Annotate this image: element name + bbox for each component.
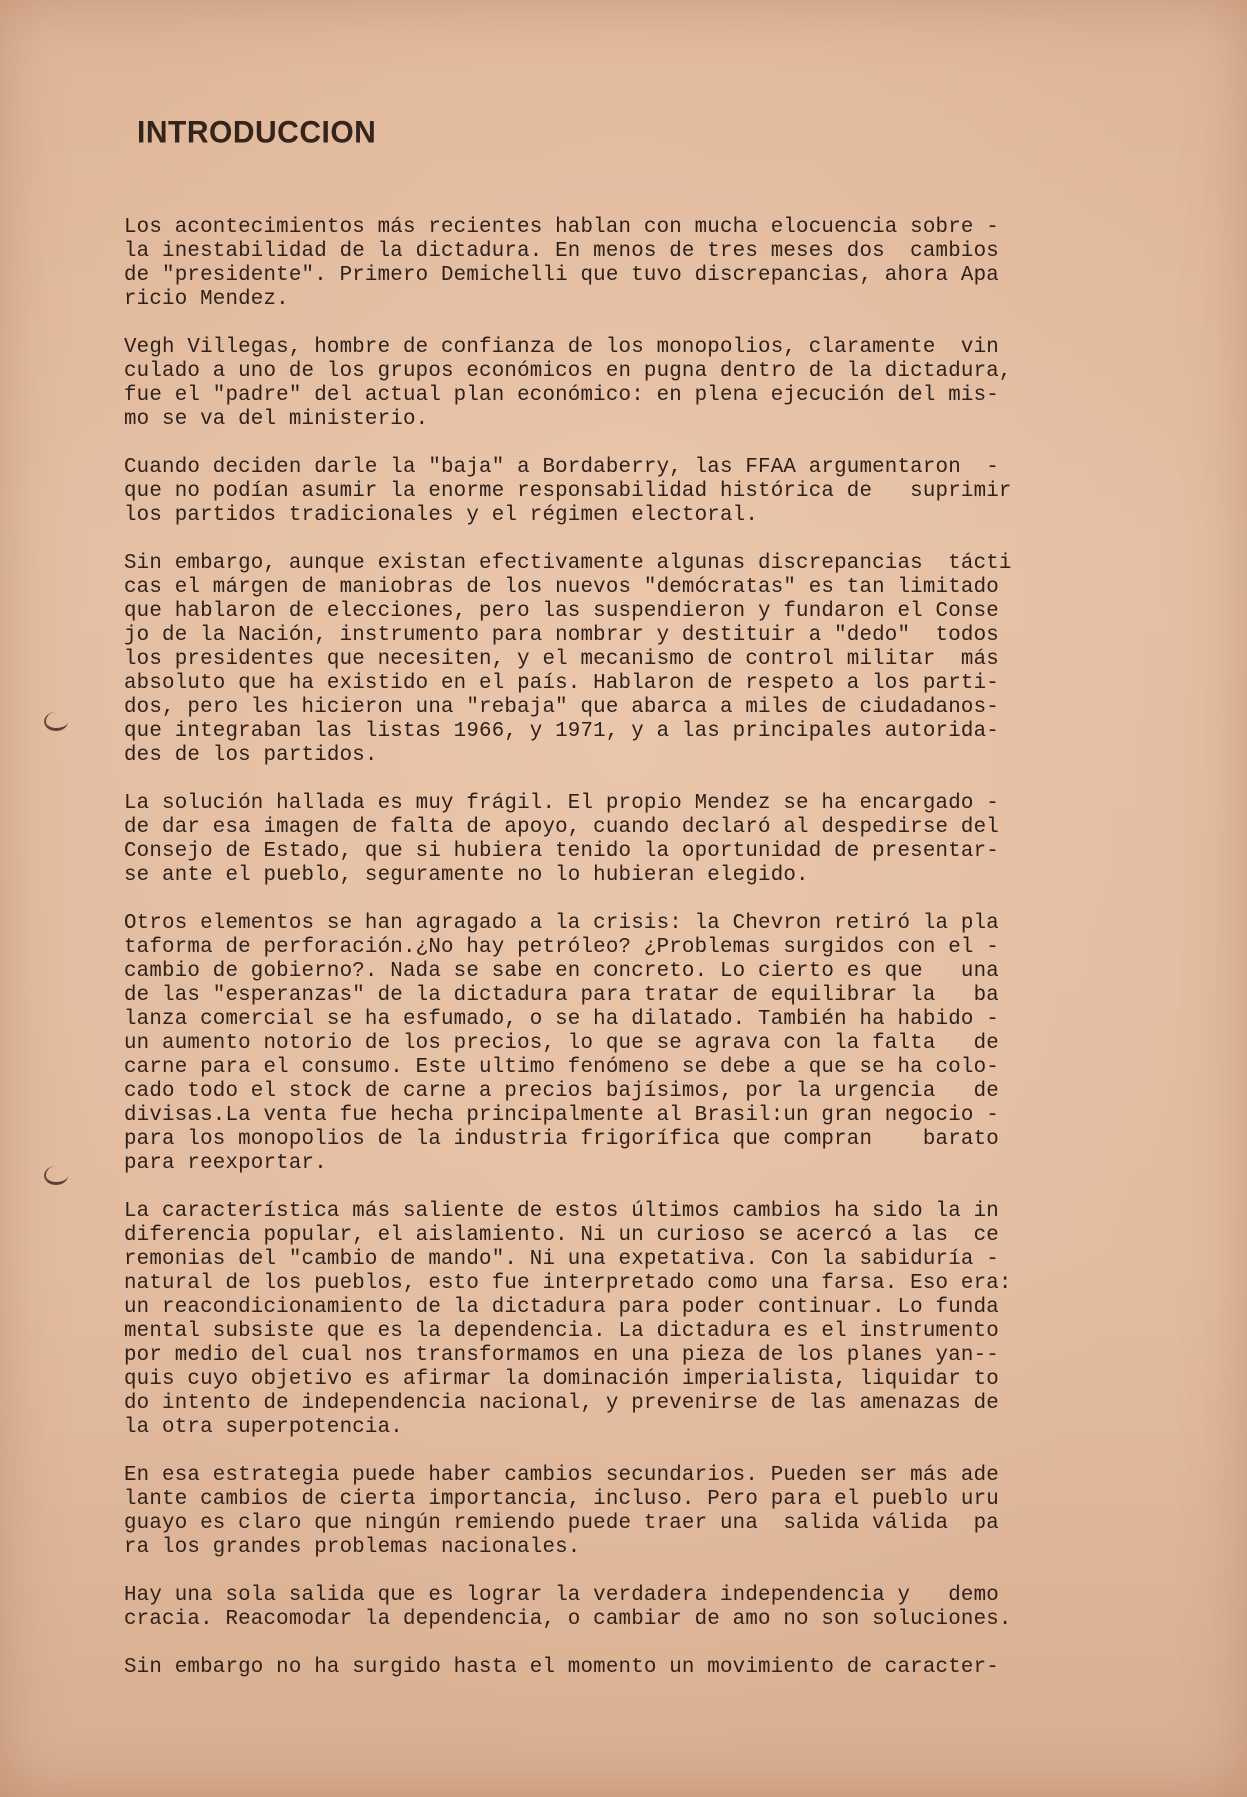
text-line: taforma de perforación.¿No hay petróleo? ¿Problemas surgidos con el - xyxy=(124,936,999,959)
text-line: cas el márgen de maniobras de los nuevos "demócratas" es tan limitado xyxy=(124,576,999,599)
text-line: cracia. Reacomodar la dependencia, o cambiar de amo no son soluciones. xyxy=(124,1608,1012,1631)
text-line: la inestabilidad de la dictadura. En menos de tres meses dos cambios xyxy=(124,240,999,263)
text-line: mo se va del ministerio. xyxy=(124,408,429,431)
text-line: para los monopolios de la industria frigorífica que compran barato xyxy=(124,1128,999,1151)
text-line: carne para el consumo. Este ultimo fenómeno se debe a que se ha colo- xyxy=(124,1056,999,1079)
text-line: culado a uno de los grupos económicos en pugna dentro de la dictadura, xyxy=(124,360,1012,383)
text-line: de "presidente". Primero Demichelli que tuvo discrepancias, ahora Apa xyxy=(124,264,999,287)
text-line: quis cuyo objetivo es afirmar la dominación imperialista, liquidar to xyxy=(124,1368,999,1391)
text-line: lante cambios de cierta importancia, incluso. Pero para el pueblo uru xyxy=(124,1488,999,1511)
text-line: lanza comercial se ha esfumado, o se ha dilatado. También ha habido - xyxy=(124,1008,999,1031)
text-line: la otra superpotencia. xyxy=(124,1416,403,1439)
text-line: Otros elementos se han agragado a la crisis: la Chevron retiró la pla xyxy=(124,912,999,935)
paragraph xyxy=(124,792,1214,888)
text-line: un aumento notorio de los precios, lo que se agrava con la falta de xyxy=(124,1032,999,1055)
paragraph xyxy=(124,1656,1214,1680)
text-line: dos, pero les hicieron una "rebaja" que abarca a miles de ciudadanos- xyxy=(124,696,999,719)
paragraph xyxy=(124,912,1214,1176)
paragraph xyxy=(124,1584,1214,1632)
text-line: cado todo el stock de carne a precios bajísimos, por la urgencia de xyxy=(124,1080,999,1103)
text-line: Consejo de Estado, que si hubiera tenido la oportunidad de presentar- xyxy=(124,840,999,863)
text-line: divisas.La venta fue hecha principalmente al Brasil:un gran negocio - xyxy=(124,1104,999,1127)
text-line: se ante el pueblo, seguramente no lo hubieran elegido. xyxy=(124,864,809,887)
text-line: Cuando deciden darle la "baja" a Bordaberry, las FFAA argumentaron - xyxy=(124,456,999,479)
text-line: La característica más saliente de estos últimos cambios ha sido la in xyxy=(124,1200,999,1223)
text-line: absoluto que ha existido en el país. Hablaron de respeto a los parti- xyxy=(124,672,999,695)
text-line: Vegh Villegas, hombre de confianza de los monopolios, claramente vin xyxy=(124,336,999,359)
text-line: que integraban las listas 1966, y 1971, y a las principales autorida- xyxy=(124,720,999,743)
binder-punch-hole-icon xyxy=(44,1166,68,1185)
text-line: que hablaron de elecciones, pero las suspendieron y fundaron el Conse xyxy=(124,600,999,623)
text-line: Hay una sola salida que es lograr la verdadera independencia y demo xyxy=(124,1584,999,1607)
text-line: fue el "padre" del actual plan económico: en plena ejecución del mis- xyxy=(124,384,999,407)
paragraph xyxy=(124,336,1214,432)
text-line: Sin embargo no ha surgido hasta el momento un movimiento de caracter- xyxy=(124,1656,999,1679)
text-line: En esa estrategia puede haber cambios secundarios. Pueden ser más ade xyxy=(124,1464,999,1487)
text-line: Los acontecimientos más recientes hablan con mucha elocuencia sobre - xyxy=(124,216,999,239)
text-line: para reexportar. xyxy=(124,1152,327,1175)
text-line: La solución hallada es muy frágil. El propio Mendez se ha encargado - xyxy=(124,792,999,815)
text-line: los presidentes que necesiten, y el mecanismo de control militar más xyxy=(124,648,999,671)
text-line: que no podían asumir la enorme responsabilidad histórica de suprimir xyxy=(124,480,1012,503)
text-line: Sin embargo, aunque existan efectivamente algunas discrepancias tácti xyxy=(124,552,1012,575)
text-line: natural de los pueblos, esto fue interpretado como una farsa. Eso era: xyxy=(124,1272,1012,1295)
text-line: ricio Mendez. xyxy=(124,288,289,311)
text-line: un reacondicionamiento de la dictadura para poder continuar. Lo funda xyxy=(124,1296,999,1319)
text-line: do intento de independencia nacional, y prevenirse de las amenazas de xyxy=(124,1392,999,1415)
text-line: por medio del cual nos transformamos en una pieza de los planes yan-- xyxy=(124,1344,999,1367)
text-line: guayo es claro que ningún remiendo puede traer una salida válida pa xyxy=(124,1512,999,1535)
document-body xyxy=(124,216,1214,1704)
text-line: des de los partidos. xyxy=(124,744,378,767)
paragraph xyxy=(124,552,1214,768)
paragraph xyxy=(124,216,1214,312)
text-line: ra los grandes problemas nacionales. xyxy=(124,1536,581,1559)
binder-punch-hole-icon xyxy=(44,712,68,731)
text-line: de dar esa imagen de falta de apoyo, cuando declaró al despedirse del xyxy=(124,816,999,839)
text-line: cambio de gobierno?. Nada se sabe en concreto. Lo cierto es que una xyxy=(124,960,999,983)
paragraph xyxy=(124,456,1214,528)
page-title: INTRODUCCION xyxy=(137,115,377,150)
text-line: remonias del "cambio de mando". Ni una expetativa. Con la sabiduría - xyxy=(124,1248,999,1271)
text-line: de las "esperanzas" de la dictadura para tratar de equilibrar la ba xyxy=(124,984,999,1007)
text-line: jo de la Nación, instrumento para nombrar y destituir a "dedo" todos xyxy=(124,624,999,647)
text-line: diferencia popular, el aislamiento. Ni un curioso se acercó a las ce xyxy=(124,1224,999,1247)
paragraph xyxy=(124,1464,1214,1560)
text-line: los partidos tradicionales y el régimen electoral. xyxy=(124,504,759,527)
text-line: mental subsiste que es la dependencia. La dictadura es el instrumento xyxy=(124,1320,999,1343)
paragraph xyxy=(124,1200,1214,1440)
